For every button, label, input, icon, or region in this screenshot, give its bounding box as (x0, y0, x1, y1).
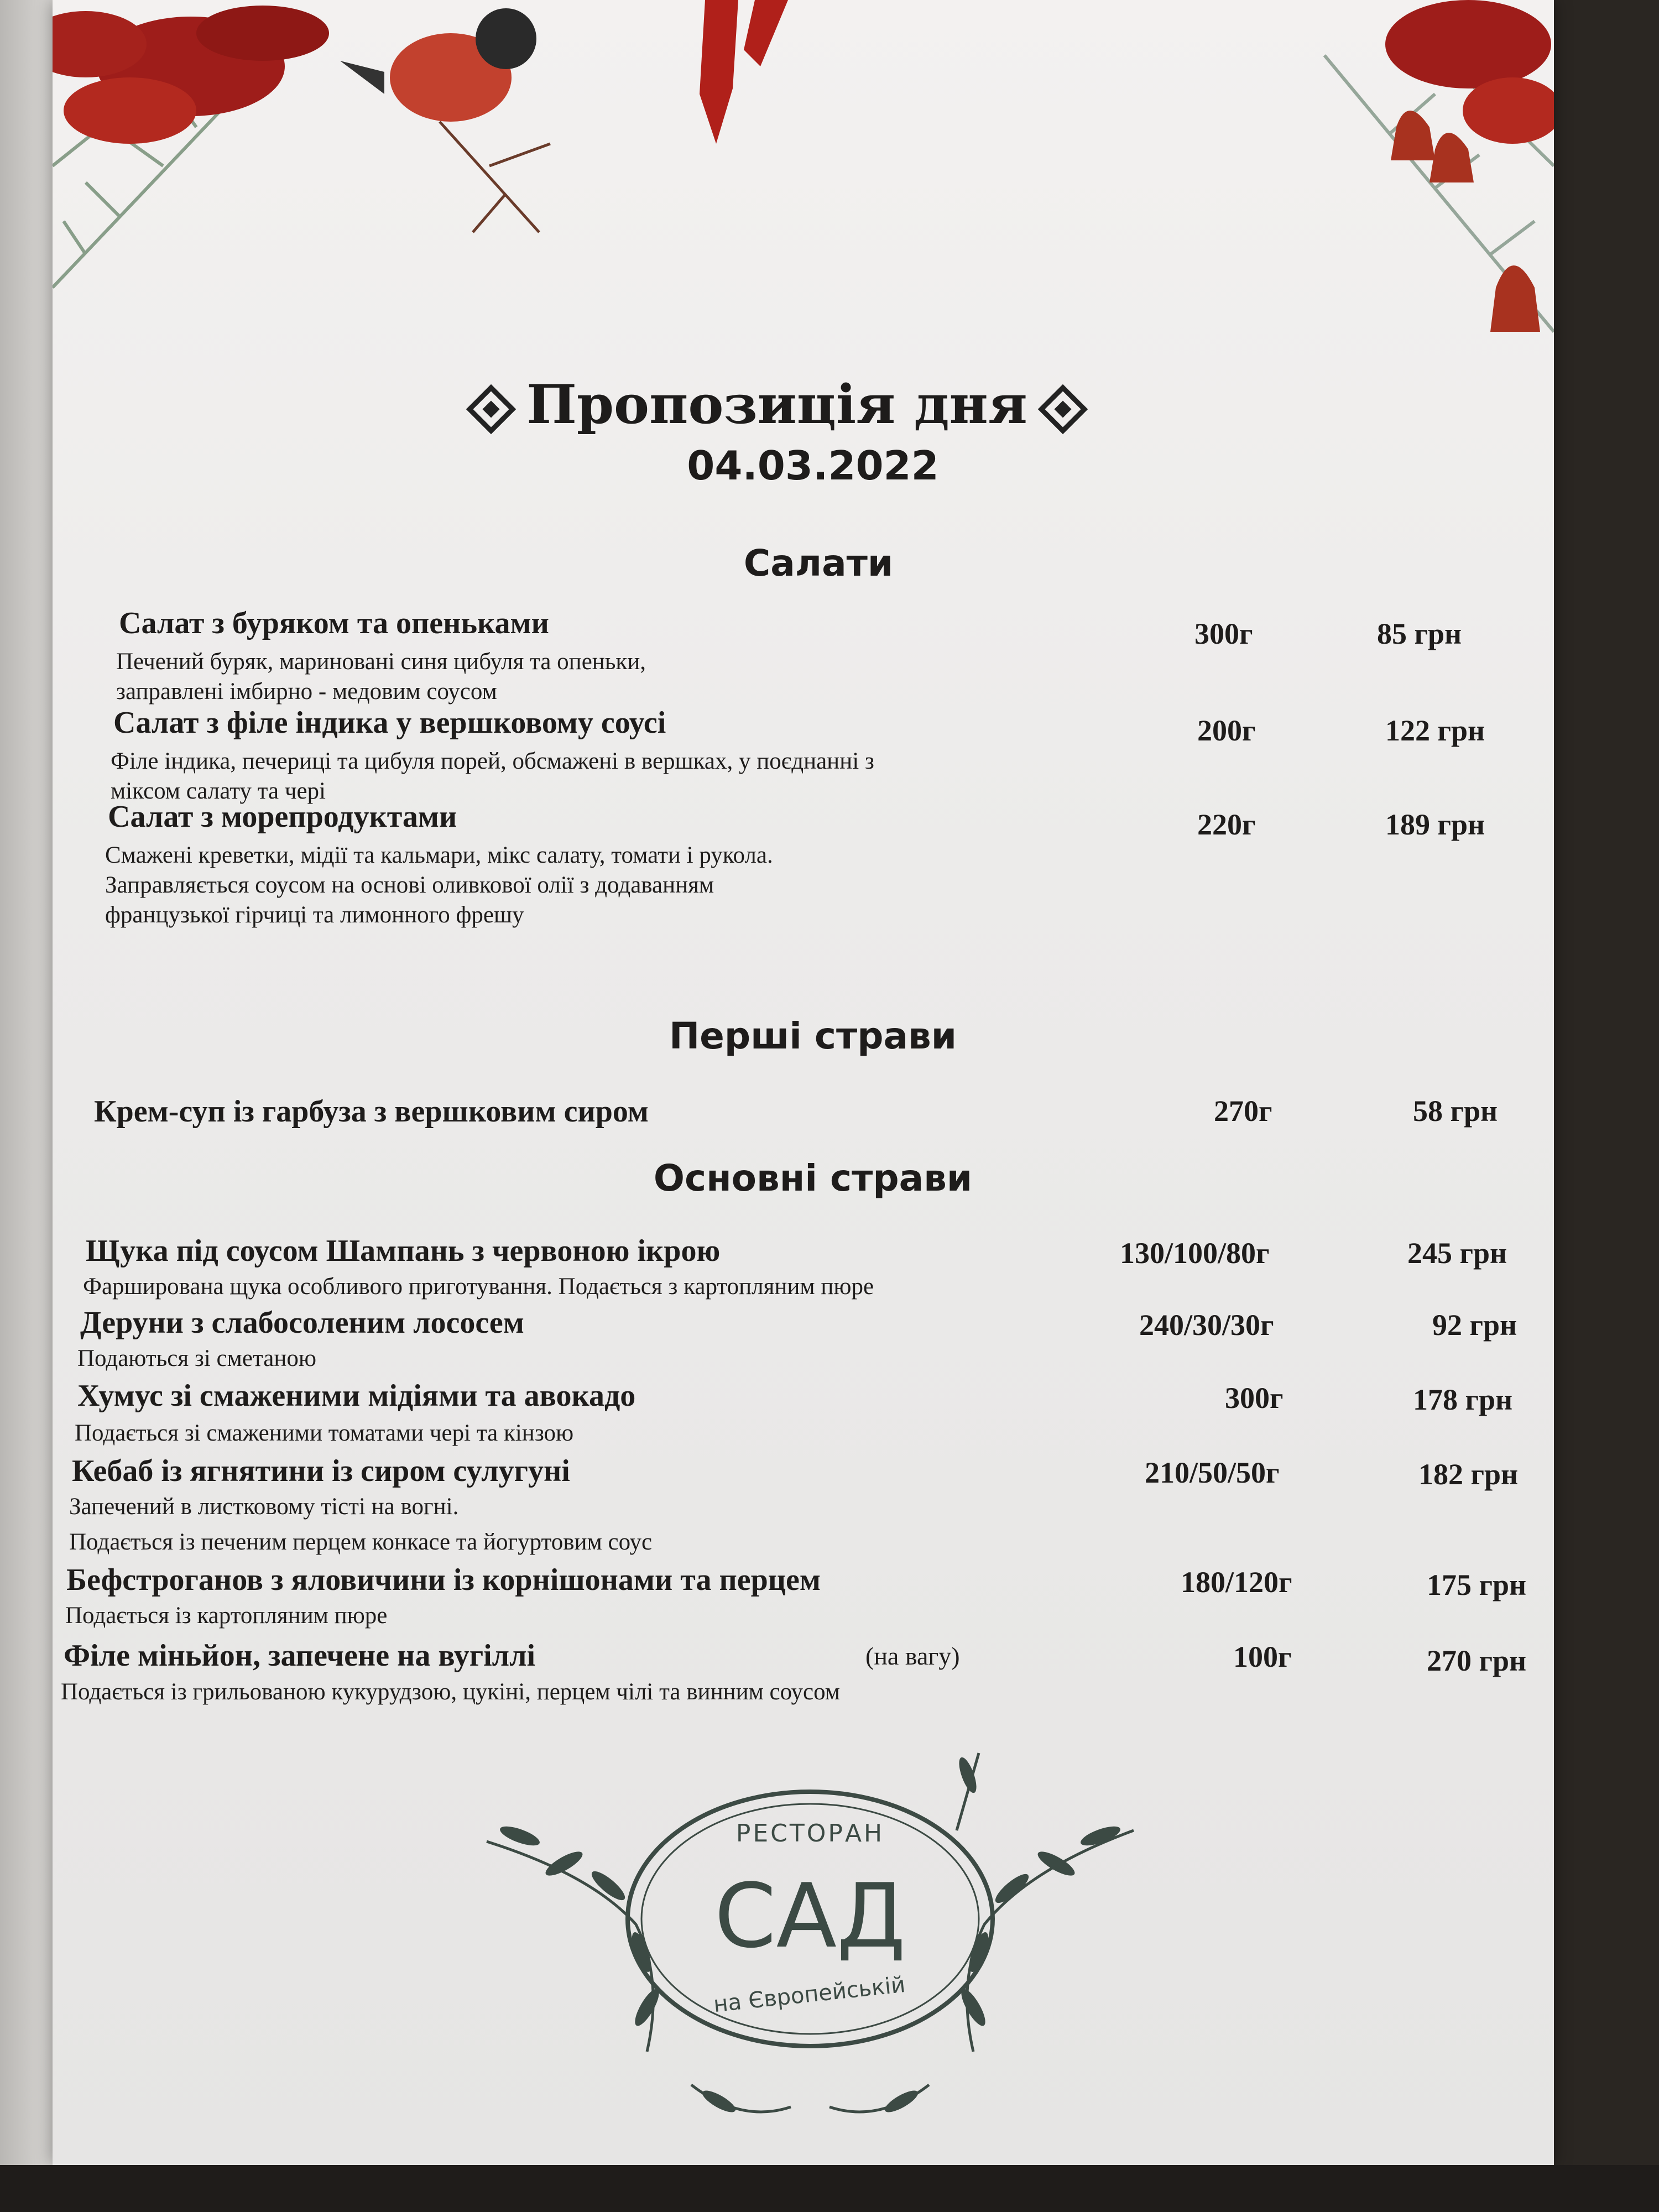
menu-item-price: 92 грн (1432, 1308, 1517, 1342)
menu-item-description: Запечений в листковому тісті на вогні. Подається із печеним перцем конкасе та йогуртовим соус (69, 1494, 653, 1555)
ribbon-decoration (700, 0, 788, 144)
menu-item-weight: 240/30/30г (1139, 1308, 1274, 1342)
menu-item-name: Деруни з слабосоленим лососем (80, 1306, 524, 1340)
menu-item-name: Салат з морепродуктами (108, 800, 457, 834)
section-heading-first-courses: Перші страви (669, 1015, 957, 1057)
menu-item-price: 270 грн (1427, 1644, 1527, 1677)
menu-item-description: Філе індика, печериці та цибуля порей, обсмажені в вершках, у поєднанні з міксом салату та чері (111, 748, 874, 804)
berry-twigs-decoration (440, 122, 550, 232)
menu-item-description: Печений буряк, мариновані синя цибуля та опеньки, заправлені імбирно - медовим соусом (116, 649, 646, 705)
menu-item-price: 178 грн (1413, 1383, 1513, 1416)
menu-item-price: 122 грн (1385, 714, 1485, 747)
bullfinch-bird-decoration (340, 8, 536, 122)
menu-item-weight: 300г (1194, 617, 1253, 650)
page-title (0, 373, 1554, 436)
table-surface (0, 2165, 1659, 2212)
menu-item-description: Подається зі смаженими томатами чері та кінзою (75, 1420, 574, 1446)
page-edge (0, 0, 53, 2165)
menu-item-description: Подаються зі сметаною (77, 1345, 316, 1371)
restaurant-logo (481, 1742, 1139, 2129)
section-heading-main-courses: Основні страви (653, 1157, 973, 1199)
menu-item-name: Щука під соусом Шампань з червоною ікрою (86, 1234, 721, 1268)
menu-item-name: Салат з буряком та опеньками (119, 606, 549, 640)
menu-item-name: Бефстроганов з яловичини із корнішонами та перцем (66, 1563, 821, 1597)
menu-item-name: Хумус зі смаженими мідіями та авокадо (77, 1379, 636, 1413)
menu-item-name: Філе міньйон, запечене на вугіллі (64, 1639, 536, 1673)
diamond-icon (1037, 384, 1088, 435)
menu-item-description: Подається із грильованою кукурудзою, цукіні, перцем чілі та винним соусом (61, 1679, 840, 1705)
menu-item-description: Смажені креветки, мідії та кальмари, мікс салату, томати і рукола. Заправляється соусом на основі оливкової олії з додаванням французької гірчиці та лимонного фрешу (105, 842, 773, 928)
menu-item-price: 182 грн (1418, 1458, 1519, 1491)
menu-date: 04.03.2022 (687, 442, 939, 489)
logo-bottom-text: на Європейській (712, 1971, 907, 2018)
menu-item-weight: 220г (1197, 808, 1256, 841)
menu-item-weight: 200г (1197, 714, 1256, 747)
menu-item-weight: 130/100/80г (1120, 1237, 1270, 1270)
menu-item-weight: 300г (1225, 1381, 1284, 1415)
section-heading-salads: Салати (743, 542, 894, 585)
menu-item-name: Салат з філе індика у вершковому соусі (113, 706, 666, 740)
menu-item-price: 189 грн (1385, 808, 1485, 841)
menu-item-price: 175 грн (1427, 1568, 1527, 1601)
logo-name-text: САД (714, 1864, 906, 1968)
bell-icon (1391, 111, 1540, 332)
menu-item-weight: 180/120г (1181, 1566, 1292, 1599)
menu-item-weight: 100г (1233, 1640, 1292, 1673)
menu-item-description: Фарширована щука особливого приготування. Подається з картопляним пюре (83, 1274, 874, 1300)
menu-item-price: 58 грн (1413, 1094, 1498, 1128)
diamond-icon (466, 384, 517, 435)
menu-item-weight: 270г (1214, 1094, 1272, 1128)
title-text: Пропозиція дня (526, 373, 1027, 436)
menu-item-price: 85 грн (1377, 617, 1462, 650)
menu-item-name: Крем-суп із гарбуза з вершковим сиром (94, 1094, 649, 1129)
logo-top-text: РЕСТОРАН (735, 1819, 885, 1848)
menu-item-note: (на вагу) (865, 1642, 960, 1670)
menu-item-description: Подається із картопляним пюре (65, 1603, 388, 1629)
menu-item-price: 245 грн (1407, 1237, 1507, 1270)
christmas-decoration (53, 0, 1554, 359)
poinsettia-left-decoration (53, 6, 329, 144)
menu-item-weight: 210/50/50г (1145, 1456, 1280, 1489)
menu-item-name: Кебаб із ягнятини із сиром сулугуні (72, 1454, 570, 1488)
